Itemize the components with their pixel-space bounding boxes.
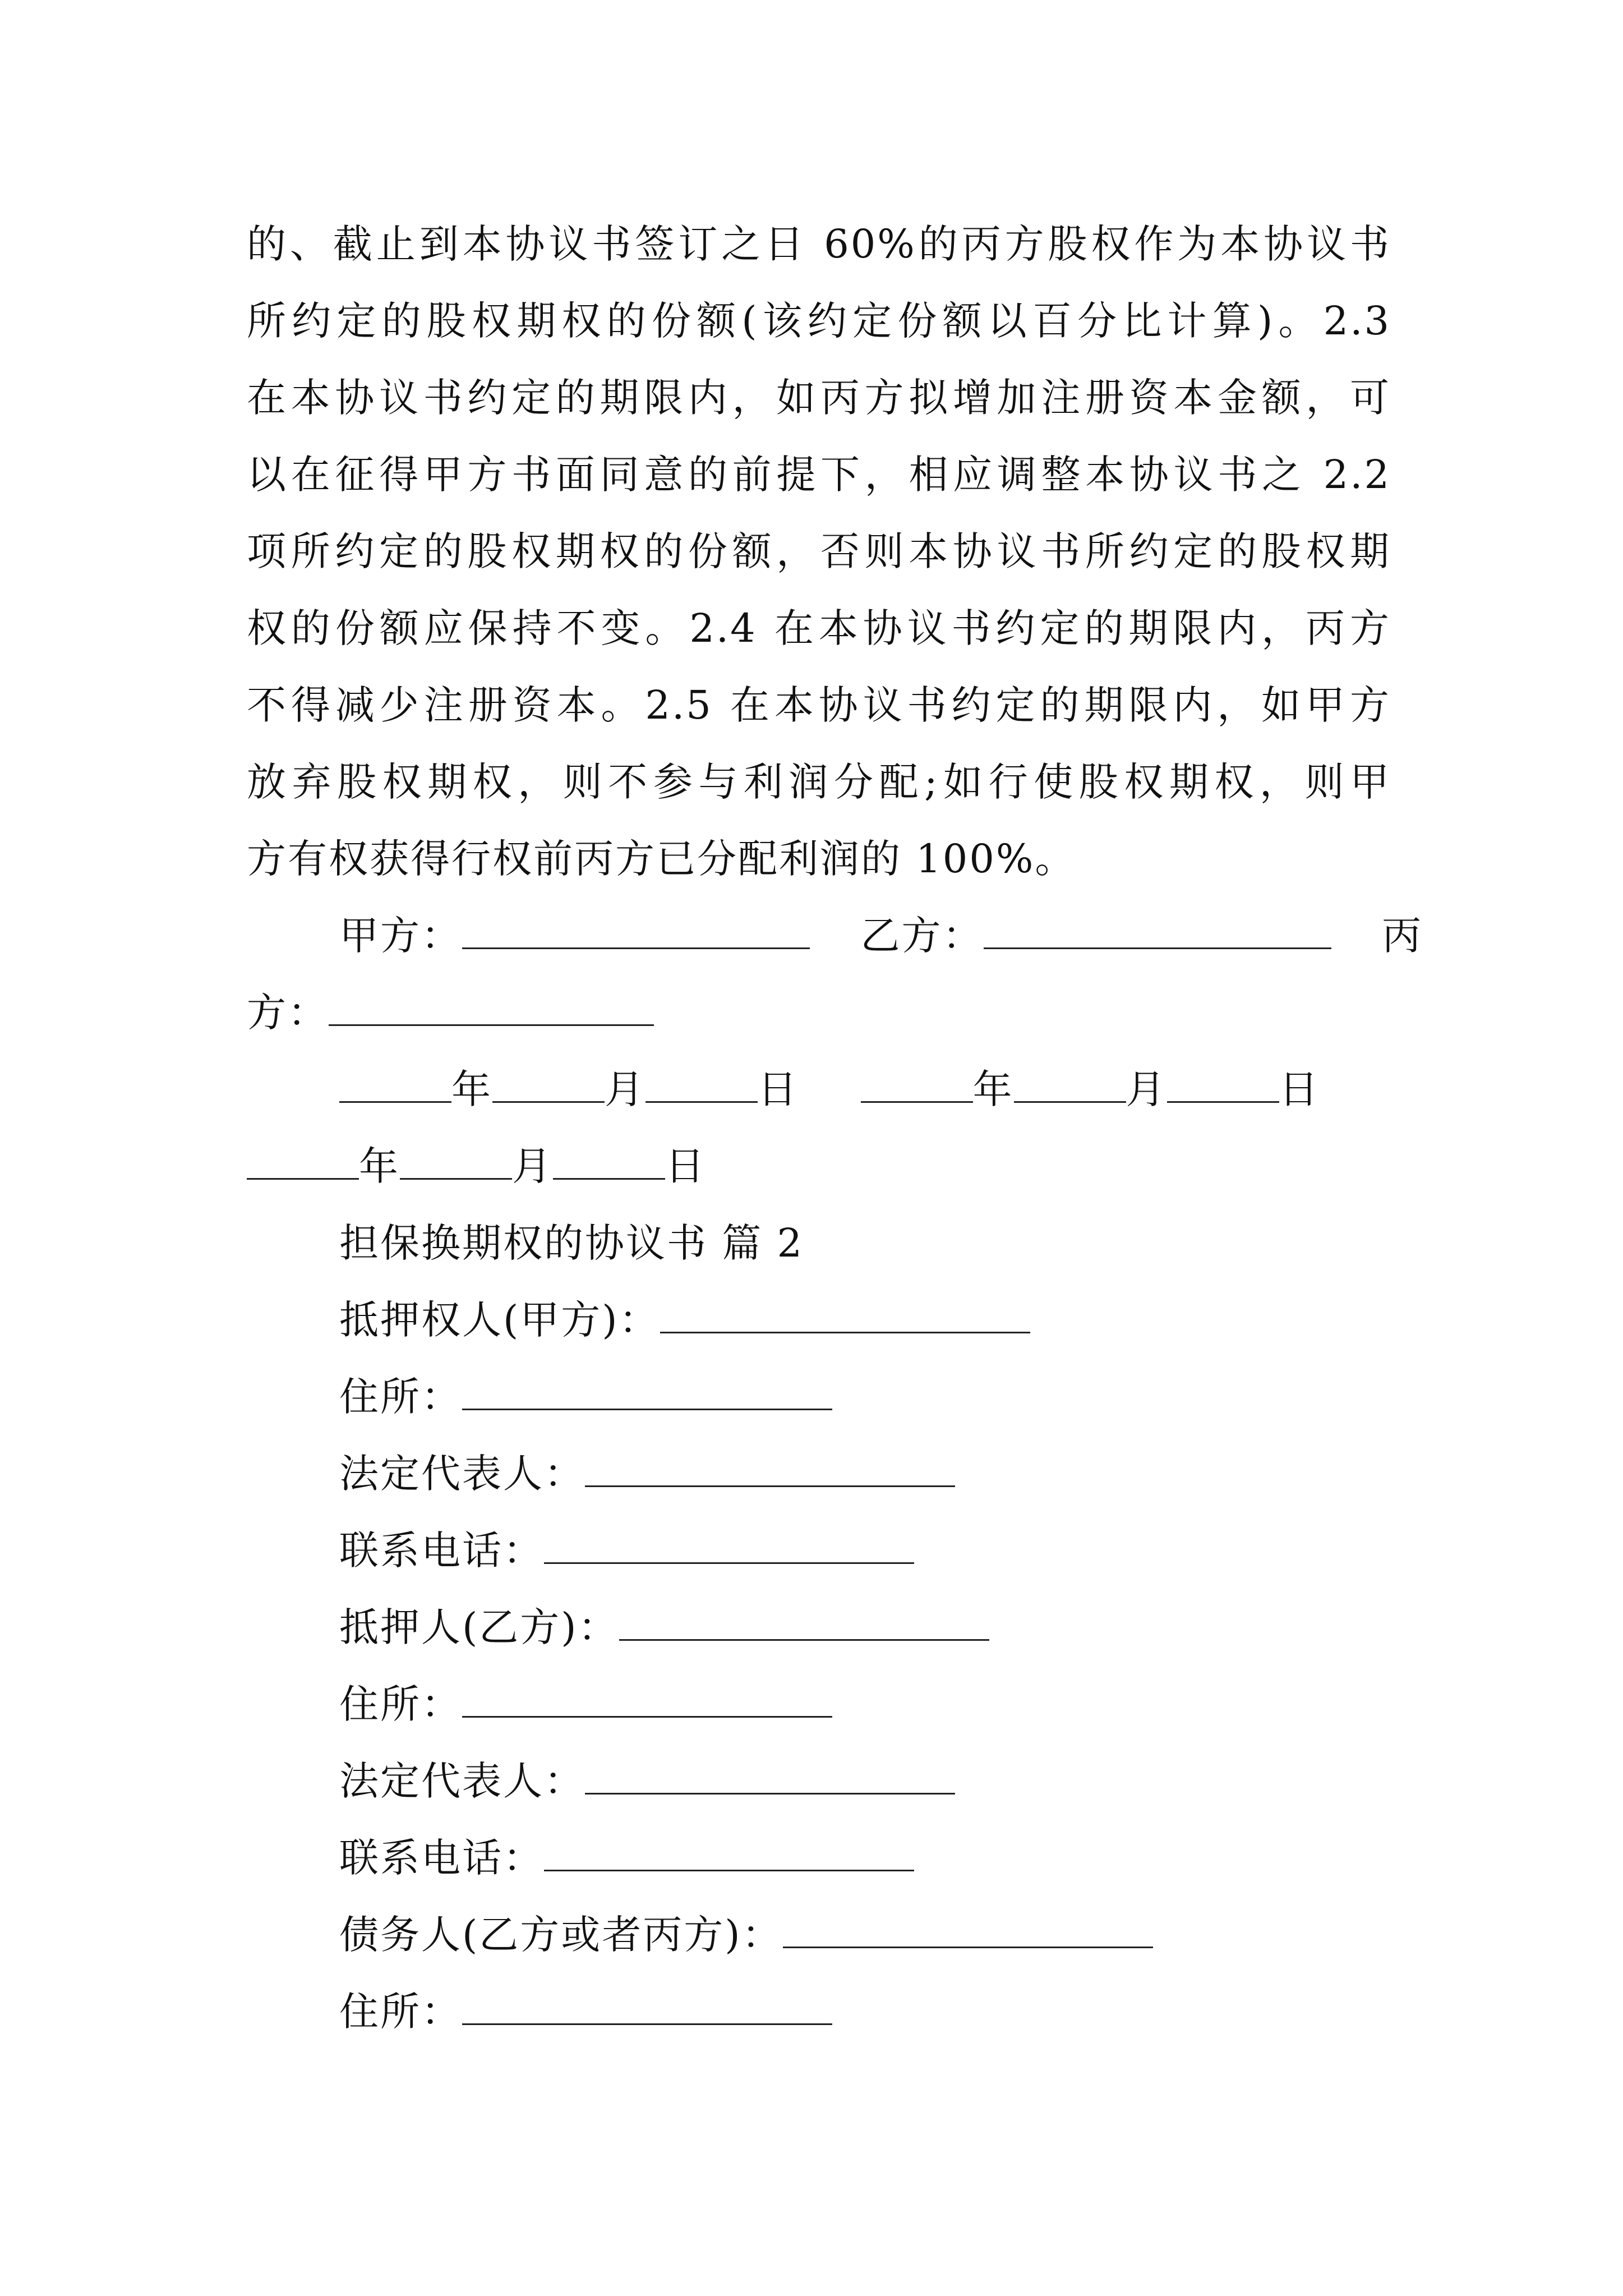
year-blank-a[interactable]: [339, 1066, 451, 1103]
field-label: 联系电话：: [339, 1835, 544, 1881]
field-label: 债务人(乙方或者丙方)：: [339, 1912, 783, 1958]
party-b-label: 乙方：: [860, 913, 984, 959]
field-blank[interactable]: [544, 1527, 914, 1564]
field-label: 住所：: [339, 1681, 462, 1727]
field-label: 抵押权人(甲方)：: [339, 1297, 660, 1343]
paragraph-line: 所约定的股权期权的份额(该约定份额以百分比计算)。2.3: [247, 298, 1391, 344]
month-blank-a[interactable]: [492, 1066, 605, 1103]
day-blank-b[interactable]: [1167, 1066, 1279, 1103]
field-blank[interactable]: [462, 1989, 832, 2025]
month-label: 月: [605, 1066, 645, 1112]
field-mortgagor: [339, 1599, 1391, 1655]
field-debtor: [339, 1907, 1391, 1963]
field-blank[interactable]: [619, 1604, 989, 1641]
field-label: 住所：: [339, 1989, 462, 2035]
field-label: 住所：: [339, 1374, 462, 1420]
field-address: [339, 1369, 1391, 1425]
field-blank[interactable]: [544, 1835, 914, 1871]
month-label: 月: [1126, 1066, 1167, 1112]
section-title: 担保换期权的协议书 篇 2: [339, 1220, 804, 1266]
year-blank-b[interactable]: [861, 1066, 973, 1103]
paragraph-line: 项所约定的股权期权的份额，否则本协议书所约定的股权期: [247, 528, 1391, 574]
party-c-label-part1: 丙: [1382, 913, 1423, 959]
field-address: [339, 1984, 1391, 2040]
signature-row-cont: [247, 984, 1391, 1041]
field-address: [339, 1676, 1391, 1732]
field-blank[interactable]: [783, 1912, 1153, 1948]
date-row-cont: [247, 1138, 1391, 1194]
field-blank[interactable]: [585, 1451, 955, 1487]
field-label: 抵押人(乙方)：: [339, 1604, 619, 1650]
day-label: 日: [665, 1143, 706, 1189]
year-blank-c[interactable]: [247, 1143, 359, 1180]
field-mortgagee: [339, 1292, 1391, 1348]
field-legal-rep: [339, 1753, 1391, 1809]
paragraph-line: 以在征得甲方书面同意的前提下，相应调整本协议书之 2.2: [247, 452, 1391, 498]
day-label: 日: [758, 1066, 799, 1112]
field-label: 联系电话：: [339, 1527, 544, 1573]
paragraph-line: 的、截止到本协议书签订之日 60%的丙方股权作为本协议书: [247, 221, 1391, 267]
paragraph-line: 方有权获得行权前丙方已分配利润的 100%。: [247, 836, 1076, 882]
field-legal-rep: [339, 1446, 1391, 1502]
signature-row: [339, 908, 1423, 964]
day-label: 日: [1279, 1066, 1320, 1112]
year-label: 年: [359, 1143, 400, 1189]
month-blank-b[interactable]: [1014, 1066, 1126, 1103]
party-b-blank[interactable]: [984, 913, 1331, 949]
field-label: 法定代表人：: [339, 1758, 585, 1804]
paragraph-line: 放弃股权期权，则不参与利润分配;如行使股权期权，则甲: [247, 759, 1391, 805]
day-blank-c[interactable]: [553, 1143, 665, 1180]
field-label: 法定代表人：: [339, 1451, 585, 1497]
party-c-blank[interactable]: [329, 990, 654, 1026]
party-c-label-part2: 方：: [247, 990, 329, 1036]
day-blank-a[interactable]: [645, 1066, 758, 1103]
month-label: 月: [512, 1143, 553, 1189]
month-blank-c[interactable]: [400, 1143, 512, 1180]
field-blank[interactable]: [462, 1681, 832, 1718]
party-a-blank[interactable]: [462, 913, 810, 949]
field-blank[interactable]: [660, 1297, 1030, 1333]
field-phone: [339, 1830, 1391, 1886]
field-blank[interactable]: [462, 1374, 832, 1410]
field-blank[interactable]: [585, 1758, 955, 1795]
date-row: [339, 1061, 1391, 1117]
year-label: 年: [972, 1066, 1014, 1112]
party-a-label: 甲方：: [339, 913, 462, 959]
paragraph-line: 在本协议书约定的期限内，如丙方拟增加注册资本金额，可: [247, 375, 1391, 421]
paragraph-line: 权的份额应保持不变。2.4 在本协议书约定的期限内，丙方: [247, 605, 1391, 651]
paragraph-line: 不得减少注册资本。2.5 在本协议书约定的期限内，如甲方: [247, 682, 1391, 728]
year-label: 年: [451, 1066, 492, 1112]
field-phone: [339, 1522, 1391, 1579]
